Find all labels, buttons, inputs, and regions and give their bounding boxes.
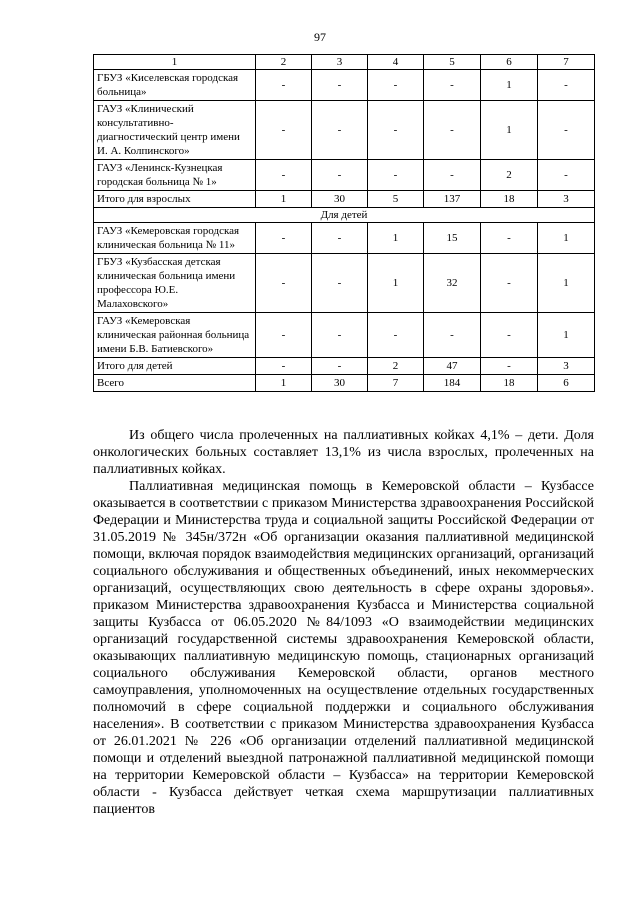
header-cell: 7 [538,55,595,70]
total-label: Итого для взрослых [94,191,256,208]
table-cell: 1 [481,70,538,101]
section-heading: Для детей [94,208,595,223]
table-cell: - [256,313,312,358]
table-row [94,313,595,358]
table-row [94,223,595,254]
table-cell: - [368,101,424,160]
table-cell: 5 [368,191,424,208]
table-cell: - [538,70,595,101]
table-cell: - [481,313,538,358]
table-cell: 18 [481,375,538,392]
table-cell: - [481,223,538,254]
table-row [94,254,595,313]
table-cell: 30 [312,375,368,392]
total-label: Всего [94,375,256,392]
table-cell: - [256,254,312,313]
table-cell: - [424,70,481,101]
table-cell: 184 [424,375,481,392]
table-cell: - [312,313,368,358]
table-cell: - [368,70,424,101]
children-total-row [94,358,595,375]
table-cell: - [312,70,368,101]
table-cell: - [368,313,424,358]
table-cell: - [538,101,595,160]
table-cell: - [256,101,312,160]
table-row [94,101,595,160]
table-cell: 1 [481,101,538,160]
table-cell: - [256,70,312,101]
table-cell: 3 [538,191,595,208]
table-cell: 47 [424,358,481,375]
table-cell: - [538,160,595,191]
table-cell: - [312,254,368,313]
table-cell: 1 [256,191,312,208]
table-cell: 1 [368,223,424,254]
hospital-name: ГБУЗ «Кузбасская детская клиническая больница имени профессора Ю.Е. Малаховского» [94,254,256,313]
table-row [94,70,595,101]
grand-total-row [94,375,595,392]
hospital-name: ГАУЗ «Кемеровская городская клиническая больница № 11» [94,223,256,254]
table-cell: 15 [424,223,481,254]
table-cell: - [312,160,368,191]
table-cell: 1 [538,223,595,254]
adult-total-row [94,191,595,208]
header-cell: 2 [256,55,312,70]
hospital-name: ГАУЗ «Кемеровская клиническая районная больница имени Б.В. Батиевского» [94,313,256,358]
table-cell: - [312,223,368,254]
header-cell: 5 [424,55,481,70]
table-cell: 30 [312,191,368,208]
hospital-name: ГБУЗ «Киселевская городская больница» [94,70,256,101]
table-cell: 1 [368,254,424,313]
body-text [93,427,594,818]
table-cell: 6 [538,375,595,392]
total-label: Итого для детей [94,358,256,375]
table-cell: - [424,313,481,358]
table-cell: 3 [538,358,595,375]
table-row [94,160,595,191]
table-cell: - [481,358,538,375]
page-number: 97 [314,30,326,44]
paragraph: Из общего числа пролеченных на паллиативных койках 4,1% – дети. Доля онкологических больных составляет 13,1% из числа взрослых, пролеченных на паллиативных койках. [93,428,594,477]
palliative-beds-table [93,54,595,392]
table-cell: - [256,358,312,375]
table-cell: 1 [538,313,595,358]
table-cell: - [424,160,481,191]
table-cell: - [368,160,424,191]
table-cell: 7 [368,375,424,392]
header-cell: 1 [94,55,256,70]
table-cell: 137 [424,191,481,208]
table-cell: - [312,358,368,375]
table-cell: - [312,101,368,160]
table-cell: - [481,254,538,313]
paragraph: Паллиативная медицинская помощь в Кемеровской области – Кузбассе оказывается в соответствии с приказом Министерства здравоохранения Российской Федерации и Министерства труда и социальной защиты Российской Федерации от 31.05.2019 № 345н/372н «Об организации оказания паллиативной медицинской помощи, включая порядок взаимодействия медицинских организаций, организаций социального обслуживания и общественных объединений, иных некоммерческих организаций, осуществляющих свою деятельность в сфере охраны здоровья». приказом Министерства здравоохранения Кузбасса и Министерства социальной защиты Кузбасса от 06.05.2020 №84/1093 «О взаимодействии медицинских организаций государственной системы здравоохранения Кемеровской области, оказывающих паллиативную медицинскую помощь, стационарных организаций социального обслуживания Кемеровской области, органов местного самоуправления, уполномоченных на осуществление отдельных государственных полномочий в сфере социальной поддержки и социального обслуживания населения». В соответствии с приказом Министерства здравоохранения Кузбасса от 26.01.2021 № 226 «Об организации отделений паллиативной медицинской помощи и отделений выездной патронажной паллиативной медицинской помощи на территории Кемеровской области – Кузбасса» на территории Кемеровской области - Кузбасса действует четкая схема маршрутизации паллиативных пациентов [93,479,594,817]
table-cell: - [424,101,481,160]
table-cell: 1 [256,375,312,392]
table-cell: 2 [481,160,538,191]
children-section-row [94,208,595,223]
table-cell: - [256,160,312,191]
hospital-name: ГАУЗ «Ленинск-Кузнецкая городская больница № 1» [94,160,256,191]
table-cell: 18 [481,191,538,208]
table-cell: 1 [538,254,595,313]
header-cell: 3 [312,55,368,70]
table-cell: 2 [368,358,424,375]
table-cell: 32 [424,254,481,313]
column-number-row [94,55,595,70]
table-cell: - [256,223,312,254]
hospital-name: ГАУЗ «Клинический консультативно-диагностический центр имени И. А. Колпинского» [94,101,256,160]
header-cell: 6 [481,55,538,70]
header-cell: 4 [368,55,424,70]
